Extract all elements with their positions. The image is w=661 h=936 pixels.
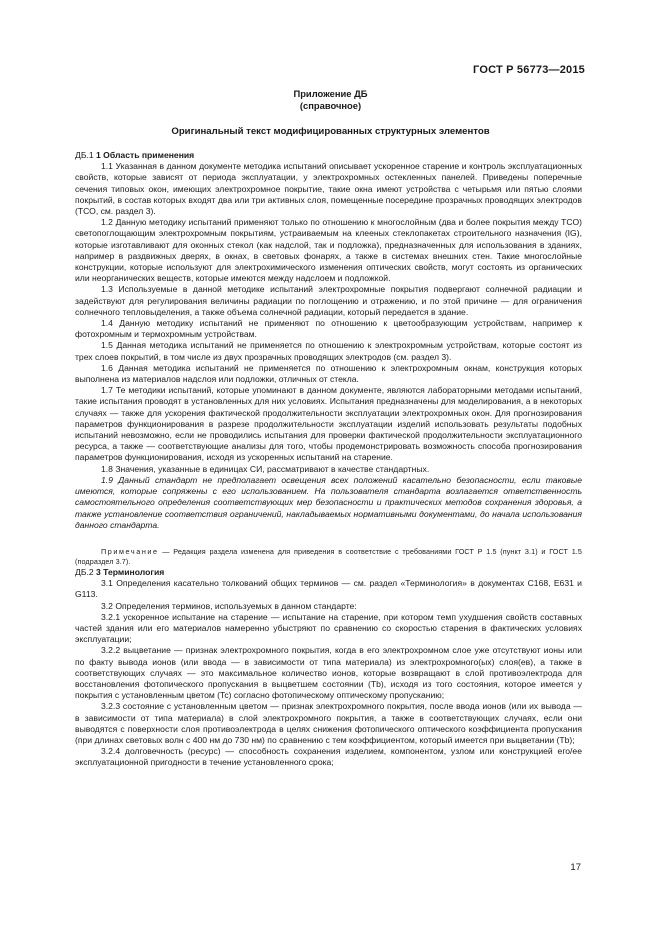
document-title: Оригинальный текст модифицированных структурных элементов bbox=[171, 126, 490, 137]
paragraph-1-1: 1.1 Указанная в данном документе методика испытаний описывает ускоренное старение и контроль эксплуатационных свойств, которые зависят от периода эксплуатации, у электрохромных остекленных панелей. Приведены поперечные сечения типовых окон, имеющих электрохромное покрытие, такие окна имеют устройства с четырьмя или пятью слоями покрытий, в состав которых входят два или три активных слоя, помещенные посередине прозрачных проводящих электродов (ТСО, см. раздел 3). bbox=[75, 161, 582, 217]
section-2-heading bbox=[75, 567, 582, 578]
document-code: ГОСТ Р 56773—2015 bbox=[473, 64, 585, 76]
paragraph-1-9: 1.9 Данный стандарт не предполагает освещения всех положений касательно безопасности, если таковые имеются, которые сопряжены с его использованием. На пользователя стандарта возлагается ответственность самостоятельного определения соответствующих мер безопасности и практических методов сохранения здоровья, а также установление соответствия ограничений, накладываемых нормативными документами, до начала использования данного стандарта. bbox=[75, 474, 582, 530]
paragraph-1-2: 1.2 Данную методику испытаний применяют только по отношению к многослойным (два и более покрытия между ТСО) светопоглощающим электрохромным покрытиям, устраиваемым на клееных стеклопакетах строительного назначения (IG), которые изготавливают для оконных стекол (как надслой, так и подложка), предназначенных для использования в зданиях, например в раздвижных дверях, в окнах, в световых фонарях, а также в системах внешних стен. Такие многослойные конструкции, которые используют для электрохимического изменения оптических свойств, могут состоять из органических или неорганических веществ, которые имеются между надслоем и подложкой. bbox=[75, 217, 582, 284]
paragraph-3-2-3: 3.2.3 состояние с установленным цветом — признак электрохромного покрытия, после ввода ионов (или их вывода — в зависимости от типа материала) в слой электрохромного покрытия, а также в соответствующих случаях, если они выводятся с поверхности слоя противоэлектрода в целях снижения фотопического оптического коэффициента пропускания (при длинах световых волн с 400 нм до 730 нм) по сравнению с тем коэффициентом, который имеется при выцветании (Tb); bbox=[75, 701, 582, 745]
paragraph-1-5: 1.5 Данная методика испытаний не применяется по отношению к электрохромным устройствам, которые состоят из трех слоев покрытий, в том числе из двух прозрачных проводящих электродов (см. раздел 3). bbox=[75, 340, 582, 362]
paragraph-1-4: 1.4 Данную методику испытаний не применяют по отношению к цветообразующим устройствам, например к фотохромным и термохромным устройствам. bbox=[75, 318, 582, 340]
note bbox=[75, 547, 582, 567]
note-label: Примечание bbox=[101, 546, 159, 556]
paragraph-1-6: 1.6 Данная методика испытаний не применяется по отношению к электрохромным окнам, конструкция которых выполнена из материалов надслоя или подложки, отличных от стекла. bbox=[75, 362, 582, 385]
document-body bbox=[75, 150, 582, 769]
section-2-title: 3 Терминология bbox=[96, 566, 165, 577]
paragraph-3-2-4: 3.2.4 долговечность (ресурс) — способность сохранения изделием, компонентом, узлом или конструкцией его/ее эксплуатационной пригодности в течение установленного срока; bbox=[75, 746, 582, 768]
paragraph-1-7: 1.7 Те методики испытаний, которые упоминают в данном документе, являются лабораторными методами испытаний, такие испытания проводят в установленных для них условиях. Испытания предназначены для моделирования, а в некоторых случаях — также для ускорения фактической продолжительности эксплуатации электрохромных окон. Для прогнозирования параметров функционирования в разрезе продолжительности эксплуатации изделий использовать результаты подобных испытаний невозможно, если не проводились испытания для проверки фактической продолжительности эксплуатационного ресурса, а также — соответствующие анализы для того, чтобы продемонстрировать возможность способа прогнозирования параметров функционирования, исходя из ускоренных испытаний на старение. bbox=[75, 385, 582, 463]
section-1-heading bbox=[75, 150, 582, 161]
paragraph-3-2-2: 3.2.2 выцветание — признак электрохромного покрытия, когда в его электрохромном слое уже отсутствуют ионы или по факту вывода ионов (или ввода — в зависимости от типа материала) из электрохромного(ых) слоя(ев), а также в соответствующих случаях — это максимальное количество ионов, которые возвращают в слой противоэлектрода для восстановления фотопического пропускания в выцветшем состоянии (Tb), исходя из того состояния, которое имеется у покрытия с установленным цветом (Tc) согласно фотопическому оптическому пропусканию; bbox=[75, 645, 582, 701]
note-text: — Редакция раздела изменена для приведения в соответствие с требованиями ГОСТ Р 1.5 (пункт 3.1) и ГОСТ 1.5 (подраздел 3.7). bbox=[75, 546, 582, 566]
paragraph-3-1: 3.1 Определения касательно толкований общих терминов — см. раздел «Терминология» в документах С168, Е631 и G113. bbox=[75, 578, 582, 600]
paragraph-3-2: 3.2 Определения терминов, используемых в данном стандарте: bbox=[101, 600, 357, 611]
paragraph-1-3: 1.3 Используемые в данной методике испытаний электрохромные покрытия подвергают солнечной радиации и задействуют для регулирования величины радиации по поглощению и отражению, и по этой причине — для ограничения солнечного тепловыделения, а также объема солнечной радиации, который передается в здание. bbox=[75, 284, 582, 317]
paragraph-1-8: 1.8 Значения, указанные в единицах СИ, рассматривают в качестве стандартных. bbox=[101, 463, 430, 474]
section-1-prefix: ДБ.1 bbox=[75, 150, 97, 160]
section-2-prefix: ДБ.2 bbox=[75, 566, 97, 577]
appendix-subtitle: (справочное) bbox=[299, 100, 362, 111]
section-1-title: 1 Область применения bbox=[96, 150, 195, 160]
appendix-title: Приложение ДБ bbox=[293, 88, 368, 99]
paragraph-3-2-1: 3.2.1 ускоренное испытание на старение — испытание на старение, при котором темп ухудшения свойств составных частей здания или его материалов намеренно убыстряют по сравнению со скоростью старения в фактических условиях эксплуатации; bbox=[75, 611, 582, 645]
page-number: 17 bbox=[570, 862, 581, 873]
